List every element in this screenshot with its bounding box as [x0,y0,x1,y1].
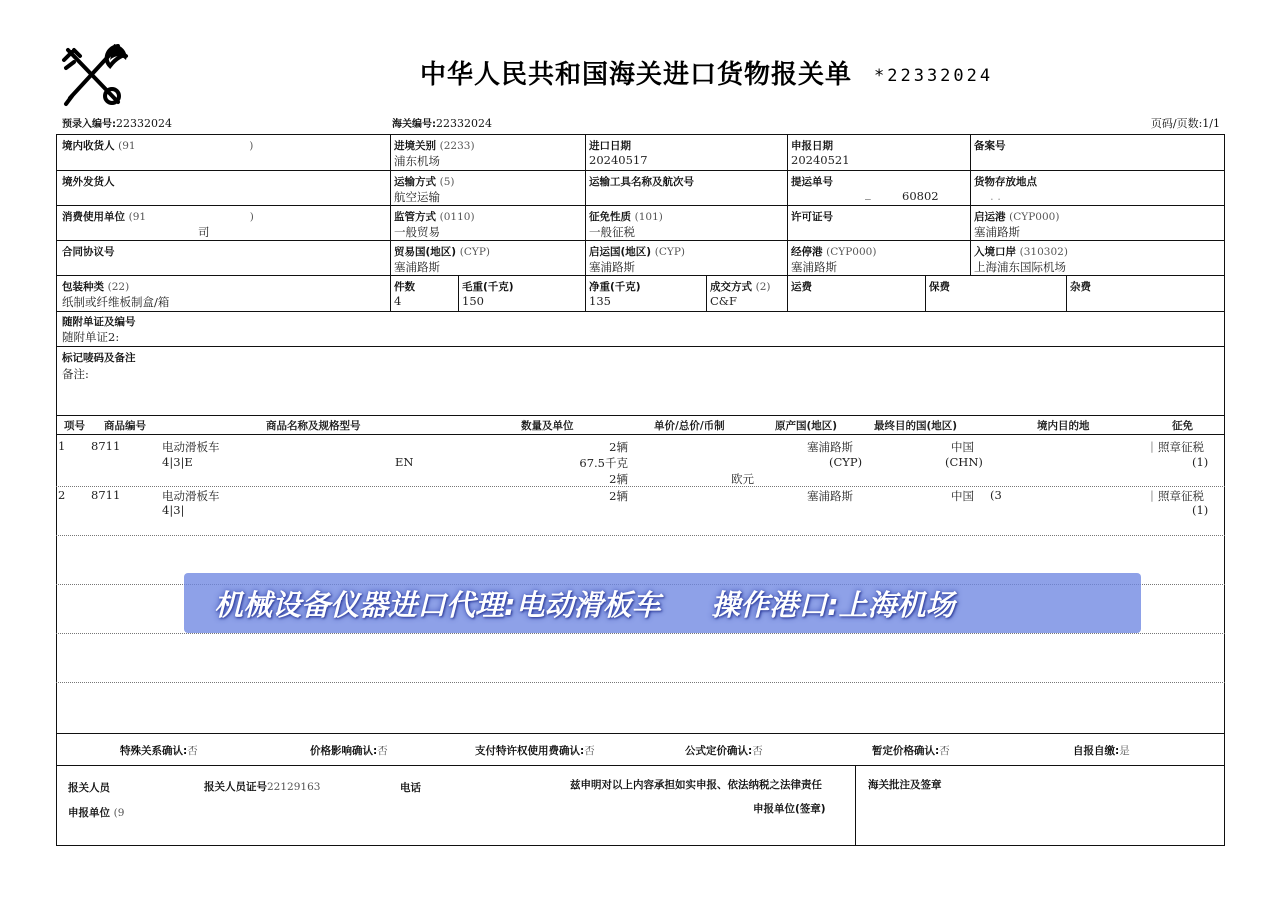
customs-number: 22332024 [436,117,492,130]
col-destination: 最终目的国(地区) [874,420,958,432]
origin-country-value: 塞浦路斯 [589,260,635,274]
declaring-unit-label: 申报单位 (9 [68,807,125,819]
row1-hs-code: 8711 [91,439,121,453]
form-barcode-number: *22332024 [874,66,994,86]
declarant-cert-value: 22129163 [267,781,321,793]
row1-no: 1 [58,439,66,453]
deal-mode-value: C&F [710,294,738,308]
gross-weight-label: 毛重(千克) [462,281,514,293]
row2-name: 电动滑板车 [162,489,220,503]
col-quantity: 数量及单位 [521,420,574,432]
page-count: 页码/页数:1/1 [1150,117,1220,130]
row2-dest: 中国 [951,489,974,503]
row2-qty1: 2辆 [609,489,628,503]
bill-no-value-a: _ [865,186,871,200]
trade-country-label: 贸易国(地区) (CYP) [394,246,490,258]
transport-tool-label: 运输工具名称及航次号 [589,176,694,188]
col-goods-name: 商品名称及规格型号 [266,420,361,432]
row2-levy-prefix: | [1150,488,1154,502]
row1-levy: 照章征税 [1158,440,1204,454]
customs-number-label: 海关编号:22332024 [392,117,492,130]
origin-country-label: 启运国(地区) (CYP) [589,246,685,258]
row1-levy-prefix: | [1150,439,1154,453]
pieces-value: 4 [394,294,402,308]
row1-currency: 欧元 [731,472,754,486]
package-value: 纸制或纤维板制盒/箱 [62,295,170,309]
departure-port-label: 启运港 (CYP000) [974,211,1060,223]
declare-date-label: 申报日期 [791,140,833,152]
row2-hs-code: 8711 [91,488,121,502]
import-date-value: 20240517 [589,153,648,167]
supervision-label: 监管方式 (0110) [394,211,475,223]
special-relation-confirm: 特殊关系确认:否 [120,745,198,757]
net-weight-value: 135 [589,294,611,308]
row2-origin: 塞浦路斯 [807,489,853,503]
row1-dest-code: (CHN) [945,455,983,469]
insurance-label: 保费 [929,281,950,293]
levy-value: 一般征税 [589,225,635,239]
row1-spec: 4|3|E [162,455,193,469]
entry-port-value: 上海浦东国际机场 [974,260,1066,274]
row1-origin-code: (CYP) [829,455,863,469]
col-origin: 原产国(地区) [775,420,838,432]
promo-banner-text: 机械设备仪器进口代理:电动滑板车 操作港口:上海机场 [214,588,955,622]
marks-value: 备注: [62,367,89,381]
docs-value: 随附单证2: [62,330,120,344]
deal-mode-label: 成交方式 (2) [710,281,771,293]
departure-port-value: 塞浦路斯 [974,225,1020,239]
row1-qty1: 2辆 [609,440,628,454]
row1-model: EN [395,455,414,469]
row1-origin: 塞浦路斯 [807,440,853,454]
formula-price-confirm: 公式定价确认:否 [685,745,763,757]
storage-value: . . [990,189,1001,203]
price-impact-confirm: 价格影响确认:否 [310,745,388,757]
docs-label: 随附单证及编号 [62,316,136,328]
customs-emblem-icon [58,42,130,108]
provisional-price-confirm: 暂定价格确认:否 [872,745,950,757]
bill-no-label: 提运单号 [791,176,833,188]
customs-approval-label: 海关批注及签章 [868,779,942,791]
consumer-label: 消费使用单位 (91 ) [62,211,254,223]
transport-mode-value: 航空运输 [394,190,440,204]
row1-qty2: 67.5千克 [579,456,628,470]
pieces-label: 件数 [394,281,415,293]
col-item-no: 项号 [64,420,85,432]
consignee-label: 境内收货人 (91 ) [62,140,254,152]
pre-entry-label: 预录入编号:22332024 [62,117,172,130]
record-no-label: 备案号 [974,140,1006,152]
net-weight-label: 净重(千克) [589,281,641,293]
license-label: 许可证号 [791,211,833,223]
consumer-code: (91 [128,211,147,223]
legal-statement: 兹申明对以上内容承担如实申报、依法纳税之法律责任 [570,779,822,791]
pre-entry-number: 22332024 [116,117,172,130]
row1-name: 电动滑板车 [162,440,220,454]
contract-label: 合同协议号 [62,246,115,258]
row1-qty3: 2辆 [609,472,628,486]
form-title: 中华人民共和国海关进口货物报关单 [420,60,853,90]
row2-levy-code: (1) [1192,503,1209,517]
self-pay-confirm: 自报自缴:是 [1073,745,1130,757]
import-date-label: 进口日期 [589,140,631,152]
declarant-label: 报关人员 [68,782,110,794]
trade-country-value: 塞浦路斯 [394,260,440,274]
row1-levy-code: (1) [1192,455,1209,469]
col-hs-code: 商品编号 [104,420,146,432]
levy-label: 征免性质 (101) [589,211,663,223]
supervision-value: 一般贸易 [394,225,440,239]
consumer-value: 司 [198,225,210,239]
entry-customs-value: 浦东机场 [394,154,440,168]
row1-dest: 中国 [951,440,974,454]
consignee-code: (91 [118,140,136,152]
transport-mode-label: 运输方式 (5) [394,176,455,188]
bill-no-value-b: 60802 [902,189,939,203]
transit-port-label: 经停港 (CYP000) [791,246,877,258]
col-price: 单价/总价/币制 [654,420,725,432]
row2-dest-code: (3 [990,488,1002,502]
entry-port-label: 入境口岸 (310302) [974,246,1068,258]
phone-label: 电话 [400,782,421,794]
gross-weight-value: 150 [462,294,484,308]
package-label: 包装种类 (22) [62,281,130,293]
shipper-label: 境外发货人 [62,176,115,188]
transit-port-value: 塞浦路斯 [791,260,837,274]
declare-date-value: 20240521 [791,153,850,167]
misc-fee-label: 杂费 [1070,281,1091,293]
freight-label: 运费 [791,281,812,293]
row2-no: 2 [58,488,66,502]
marks-label: 标记唛码及备注 [62,352,136,364]
royalty-confirm: 支付特许权使用费确认:否 [475,745,595,757]
entry-customs-label: 进境关别 (2233) [394,140,475,152]
declarant-cert-label: 报关人员证号22129163 [204,781,321,793]
storage-label: 货物存放地点 [974,176,1037,188]
row2-spec: 4|3| [162,503,185,517]
col-domestic-dest: 境内目的地 [1037,420,1090,432]
row2-levy: 照章征税 [1158,489,1204,503]
col-levy: 征免 [1172,420,1193,432]
declaring-unit-stamp-label: 申报单位(签章) [753,803,826,815]
promo-banner [184,573,1141,633]
